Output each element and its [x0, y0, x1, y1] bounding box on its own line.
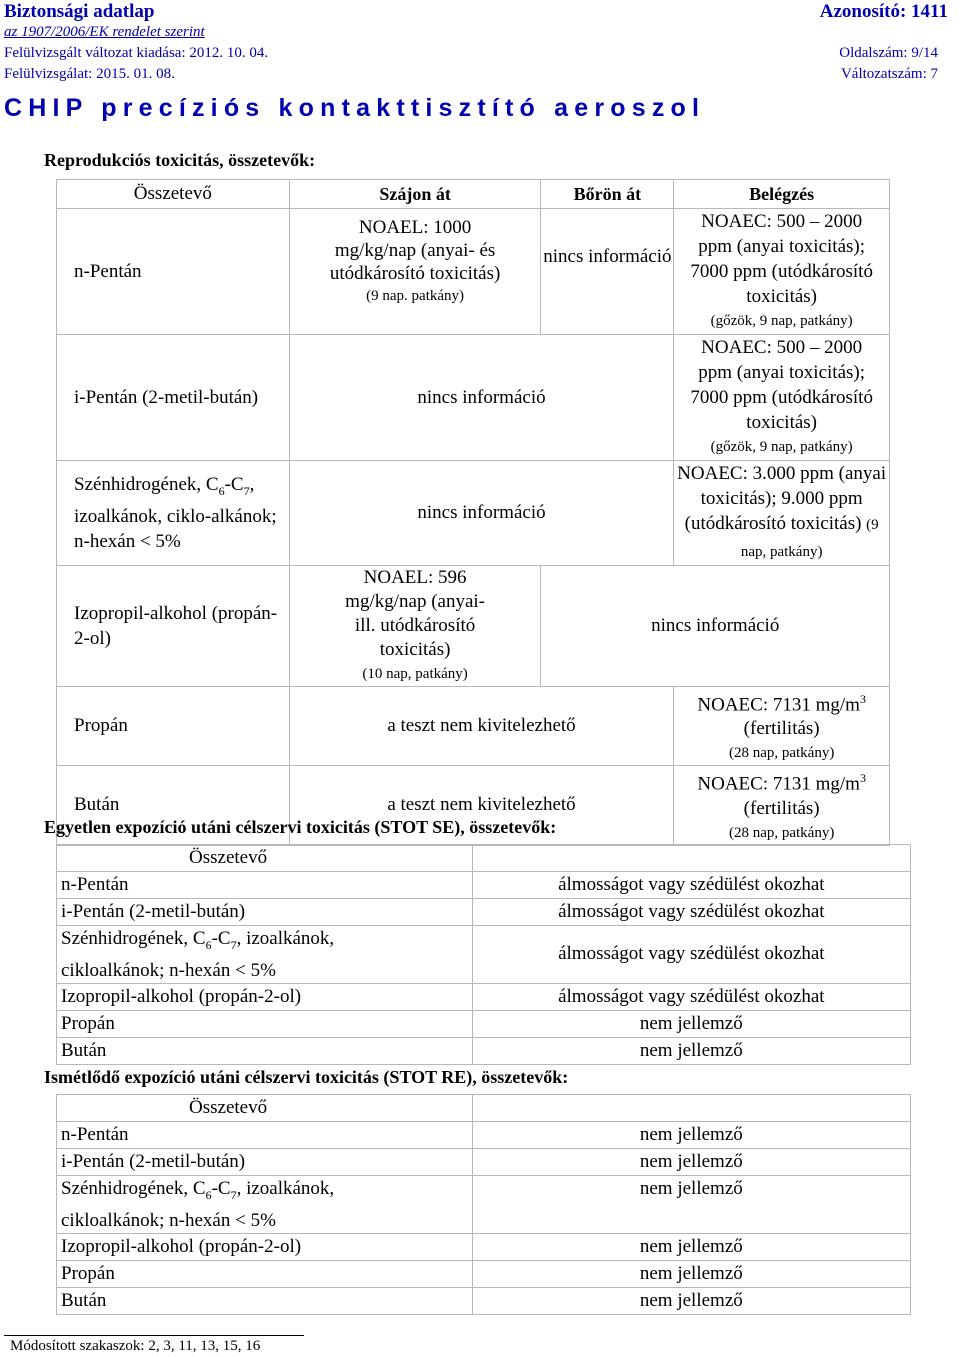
effect-value: nem jellemző	[472, 1233, 910, 1260]
col-header-component: Összetevő	[57, 845, 473, 872]
table-row	[57, 209, 890, 335]
table-row	[57, 1037, 911, 1064]
effect-value: nem jellemző	[472, 1260, 910, 1287]
oral-dermal-value: nincs információ	[289, 335, 674, 461]
effect-value: álmosságot vagy szédülést okozhat	[472, 926, 910, 984]
component-name: Szénhidrogének, $C_6-C_7$, izoalkánok, ciklo-alkánok; n-hexán < 5%	[57, 461, 290, 566]
inhal-value: NOAEC: 3.000 ppm (anyai toxicitás); 9.000 ppm (utódkárosító toxicitás) (9 nap, patkány)	[674, 461, 890, 566]
review-date: Felülvizsgálat: 2015. 01. 08.	[4, 66, 175, 82]
effect-value: nem jellemző	[472, 1010, 910, 1037]
table-header-row	[57, 845, 911, 872]
table-row	[57, 687, 890, 766]
table-row	[57, 1287, 911, 1314]
col-header-value	[472, 1095, 910, 1122]
col-header-oral: Szájon át	[289, 180, 541, 209]
table-header-row	[57, 180, 890, 209]
stot-se-table	[56, 844, 911, 1065]
dermal-inhal-value: nincs információ	[541, 566, 890, 687]
component-name: n-Pentán	[57, 872, 473, 899]
inhal-value: NOAEC: 7131 $mg/m^3$ (fertilitás) (28 nap, patkány)	[674, 687, 890, 766]
effect-value: nem jellemző	[472, 1037, 910, 1064]
inhal-value	[674, 335, 890, 461]
inhal-note: (gőzök, 9 nap, patkány)	[710, 439, 853, 455]
effect-value: álmosságot vagy szédülést okozhat	[472, 872, 910, 899]
col-header-dermal: Bőrön át	[541, 180, 674, 209]
effect-value: nem jellemző	[472, 1149, 910, 1176]
inhal-value: NOAEC: 7131 $mg/m^3$ (fertilitás) (28 nap, patkány)	[674, 766, 890, 845]
effect-value: nem jellemző	[472, 1122, 910, 1149]
component-name: Propán	[57, 1260, 473, 1287]
inhal-note: (gőzök, 9 nap, patkány)	[710, 313, 853, 329]
stot-re-table	[56, 1094, 911, 1315]
component-name: i-Pentán (2-metil-bután)	[57, 335, 290, 461]
component-name: Szénhidrogének, $C_6-C_7$, izoalkánok, cikloalkánok; n-hexán < 5%	[57, 1176, 473, 1234]
table-row	[57, 1122, 911, 1149]
oral-value	[289, 209, 541, 335]
component-name: Izopropil-alkohol (propán-2-ol)	[57, 566, 290, 687]
component-name: Bután	[57, 1037, 473, 1064]
oral-text: NOAEL: 596 mg/kg/nap (anyai- ill. utódkárosító toxicitás)	[345, 567, 485, 660]
col-header-inhal: Belégzés	[674, 180, 890, 209]
modified-sections: Módosított szakaszok: 2, 3, 11, 13, 15, 16	[10, 1338, 261, 1354]
table-row	[57, 872, 911, 899]
table-row	[57, 899, 911, 926]
col-header-component: Összetevő	[57, 1095, 473, 1122]
table-row	[57, 1149, 911, 1176]
document-title: Biztonsági adatlap	[4, 1, 155, 22]
oral-note: (10 nap, patkány)	[362, 666, 468, 682]
component-name: Bután	[57, 766, 290, 845]
table-row	[57, 926, 911, 984]
effect-value: álmosságot vagy szédülést okozhat	[472, 899, 910, 926]
table-row	[57, 461, 890, 566]
component-name: Szénhidrogének, $C_6-C_7$, izoalkánok, cikloalkánok; n-hexán < 5%	[57, 926, 473, 984]
oral-dermal-value: nincs információ	[289, 461, 674, 566]
repro-table	[56, 179, 890, 846]
component-name: n-Pentán	[57, 1122, 473, 1149]
component-name: Propán	[57, 687, 290, 766]
inhal-text: NOAEC: 500 – 2000 ppm (anyai toxicitás); 7000 ppm (utódkárosító toxicitás)	[690, 337, 873, 433]
table-row	[57, 983, 911, 1010]
effect-value: nem jellemző	[472, 1287, 910, 1314]
section-title-repro: Reprodukciós toxicitás, összetevők:	[44, 150, 316, 170]
section-title-stot-re: Ismétlődő expozíció utáni célszervi toxicitás (STOT RE), összetevők:	[44, 1067, 569, 1087]
oral-dermal-value: a teszt nem kivitelezhető	[289, 766, 674, 845]
oral-note: (9 nap. patkány)	[366, 287, 465, 304]
inhal-value	[674, 209, 890, 335]
table-header-row	[57, 1095, 911, 1122]
component-name: Izopropil-alkohol (propán-2-ol)	[57, 983, 473, 1010]
regulation-link[interactable]: az 1907/2006/EK rendelet szerint	[4, 24, 205, 40]
col-header-value	[472, 845, 910, 872]
component-name: Bután	[57, 1287, 473, 1314]
table-row	[57, 1176, 911, 1234]
table-row	[57, 1260, 911, 1287]
oral-text: NOAEL: 1000 mg/kg/nap (anyai- és utódkárosító toxicitás)	[329, 216, 501, 284]
effect-value: álmosságot vagy szédülést okozhat	[472, 983, 910, 1010]
component-name: i-Pentán (2-metil-bután)	[57, 899, 473, 926]
table-row	[57, 1010, 911, 1037]
table-row	[57, 1233, 911, 1260]
component-name: Propán	[57, 1010, 473, 1037]
document-id: Azonosító: 1411	[819, 1, 948, 22]
col-header-component: Összetevő	[57, 180, 290, 209]
inhal-text: NOAEC: 500 – 2000 ppm (anyai toxicitás); 7000 ppm (utódkárosító toxicitás)	[690, 211, 873, 307]
product-name: CHIP precíziós kontakttisztító aeroszol	[4, 94, 706, 122]
dermal-value: nincs információ	[541, 209, 674, 335]
page-number: Oldalszám: 9/14	[839, 45, 938, 61]
oral-dermal-value: a teszt nem kivitelezhető	[289, 687, 674, 766]
oral-value	[289, 566, 541, 687]
section-title-stot-se: Egyetlen expozíció utáni célszervi toxicitás (STOT SE), összetevők:	[44, 817, 557, 837]
version-number: Változatszám: 7	[840, 66, 938, 82]
component-name: Izopropil-alkohol (propán-2-ol)	[57, 1233, 473, 1260]
footer-divider	[4, 1335, 304, 1336]
revised-issue: Felülvizsgált változat kiadása: 2012. 10. 04.	[4, 45, 269, 61]
effect-value: nem jellemző	[472, 1176, 910, 1234]
table-row	[57, 335, 890, 461]
component-name: n-Pentán	[57, 209, 290, 335]
table-row	[57, 566, 890, 687]
component-name: i-Pentán (2-metil-bután)	[57, 1149, 473, 1176]
